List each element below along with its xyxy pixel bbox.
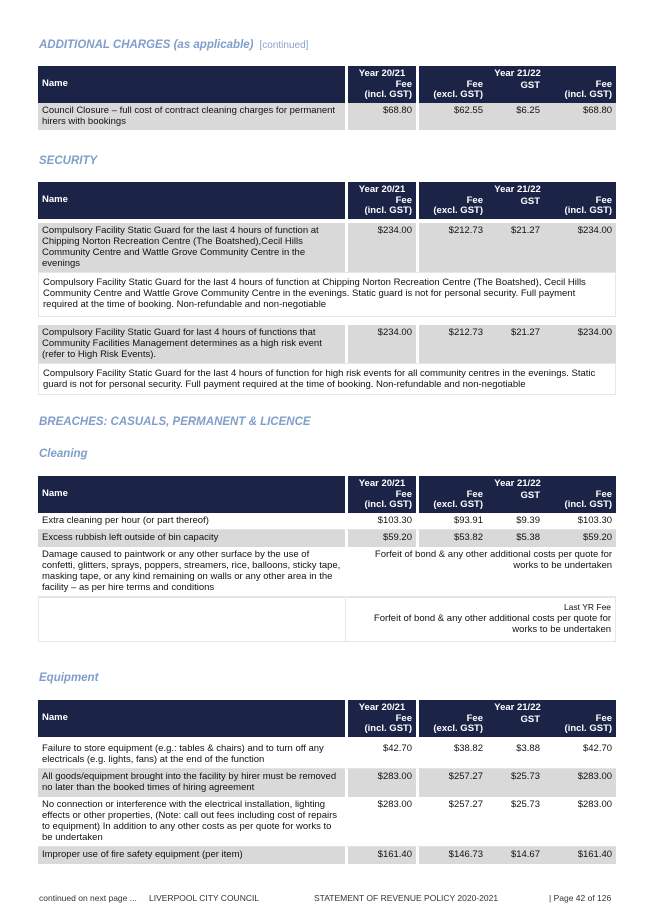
row-last-yr: [345, 597, 616, 642]
table-row: [38, 769, 616, 797]
row-excl: $212.73: [416, 325, 487, 363]
col-fee-incl: Fee (incl. GST): [544, 714, 616, 737]
col-fee-incl: Fee (incl. GST): [544, 196, 616, 219]
row-excl: $93.91: [416, 513, 487, 530]
row-note: Compulsory Facility Static Guard for the last 4 hours of function for high risk events for all community centres in the evenings. Static guard is not for personal security. Full payment required at the time of booking. Non-refundable and non-negotiable: [38, 363, 616, 395]
col-year-curr: Year 21/22: [416, 476, 616, 490]
col-prev-fee-incl: Fee (incl. GST): [345, 196, 416, 219]
row-gst: $3.88: [487, 741, 544, 769]
row-name: Excess rubbish left outside of bin capacity: [38, 530, 345, 547]
row-prev: $234.00: [345, 325, 416, 363]
col-name: Name: [38, 182, 345, 219]
equipment-table: [38, 700, 616, 864]
table-row: [38, 741, 616, 769]
row-prev: $42.70: [345, 741, 416, 769]
row-prev: $103.30: [345, 513, 416, 530]
row-gst: $5.38: [487, 530, 544, 547]
row-gst: $21.27: [487, 325, 544, 363]
row-incl: $68.80: [544, 103, 616, 130]
row-incl: $234.00: [544, 325, 616, 363]
col-fee-excl: Fee (excl. GST): [416, 714, 487, 737]
row-name: All goods/equipment brought into the facility by hirer must be removed no later than the booked times of hiring agreement: [38, 769, 345, 797]
row-incl: $234.00: [544, 223, 616, 272]
row-incl: $59.20: [544, 530, 616, 547]
row-name: Compulsory Facility Static Guard for the last 4 hours of function at Chipping Norton Recreation Centre (The Boatshed),Cecil Hills Community Centre and Wattle Grove Community Centre in the evenings: [38, 223, 345, 272]
col-prev-fee-incl: Fee (incl. GST): [345, 714, 416, 737]
col-fee-incl: Fee (incl. GST): [544, 80, 616, 103]
row-name: Failure to store equipment (e.g.: tables & chairs) and to turn off any electricals (e.g. lights, fans) at the end of the function: [38, 741, 345, 769]
row-prev: $283.00: [345, 769, 416, 797]
row-incl: $161.40: [544, 847, 616, 864]
row-fee-text: Forfeit of bond & any other additional costs per quote for works to be undertaken: [345, 547, 616, 597]
row-incl: $42.70: [544, 741, 616, 769]
row-gst: $9.39: [487, 513, 544, 530]
row-excl: $257.27: [416, 769, 487, 797]
security-table: [38, 182, 616, 395]
col-name: Name: [38, 66, 345, 103]
section-heading-security: SECURITY: [39, 155, 98, 167]
row-prev: $234.00: [345, 223, 416, 272]
row-excl: $53.82: [416, 530, 487, 547]
col-year-curr: Year 21/22: [416, 700, 616, 714]
table-row: [38, 325, 616, 363]
table-row: [38, 223, 616, 272]
footer-continued: continued on next page ...: [39, 893, 137, 903]
section-heading-breaches: BREACHES: CASUALS, PERMANENT & LICENCE: [39, 416, 311, 428]
col-year-prev: Year 20/21: [345, 700, 416, 714]
col-prev-fee-incl: Fee (incl. GST): [345, 80, 416, 103]
row-gst: $25.73: [487, 769, 544, 797]
last-yr-text: Forfeit of bond & any other additional costs per quote for works to be undertaken: [373, 612, 612, 635]
footer-statement: STATEMENT OF REVENUE POLICY 2020-2021: [314, 893, 499, 903]
col-fee-excl: Fee (excl. GST): [416, 490, 487, 513]
row-incl: $103.30: [544, 513, 616, 530]
subsection-heading-cleaning: Cleaning: [39, 448, 88, 460]
row-name: No connection or interference with the electrical installation, lighting effects or other properties, (Note: call out fees including cost of repairs to equipment) In addition to any other costs as per quote for works to be undertaken: [38, 797, 345, 847]
additional-charges-table: [38, 66, 616, 130]
table-row: [38, 797, 616, 847]
row-prev: $59.20: [345, 530, 416, 547]
col-fee-incl: Fee (incl. GST): [544, 490, 616, 513]
table-row: [38, 530, 616, 547]
last-yr-label: Last YR Fee: [563, 601, 612, 612]
col-name: Name: [38, 476, 345, 513]
col-name: Name: [38, 700, 345, 737]
col-year-curr: Year 21/22: [416, 66, 616, 80]
row-name: Damage caused to paintwork or any other surface by the use of confetti, glitters, sprays, poppers, streamers, rice, balloons, sticky tape, masking tape, or any kind remaining on walls or any other area in the facility – as per hire terms and conditions: [38, 547, 345, 597]
continued-label: [continued]: [259, 40, 309, 51]
row-name: Improper use of fire safety equipment (per item): [38, 847, 345, 864]
col-year-prev: Year 20/21: [345, 66, 416, 80]
row-excl: $212.73: [416, 223, 487, 272]
row-gst: $14.67: [487, 847, 544, 864]
col-fee-excl: Fee (excl. GST): [416, 80, 487, 103]
footer-council: LIVERPOOL CITY COUNCIL: [149, 893, 260, 903]
col-gst: GST: [487, 196, 544, 219]
col-year-prev: Year 20/21: [345, 476, 416, 490]
table-row: [38, 547, 616, 597]
row-gst: $21.27: [487, 223, 544, 272]
row-name: Council Closure – full cost of contract cleaning charges for permanent hirers with bookings: [38, 103, 345, 130]
row-name: Compulsory Facility Static Guard for last 4 hours of functions that Community Facilities Management determines as a high risk event (refer to High Risk Events).: [38, 325, 345, 363]
row-excl: $257.27: [416, 797, 487, 847]
row-incl: $283.00: [544, 769, 616, 797]
table-note-row: [38, 363, 616, 395]
cleaning-table: [38, 476, 616, 642]
row-name: Extra cleaning per hour (or part thereof): [38, 513, 345, 530]
col-prev-fee-incl: Fee (incl. GST): [345, 490, 416, 513]
footer-page-number: | Page 42 of 126: [549, 893, 612, 903]
row-gst: $6.25: [487, 103, 544, 130]
table-note-row: [38, 272, 616, 317]
row-note: Compulsory Facility Static Guard for the last 4 hours of function at Chipping Norton Recreation Centre (The Boatshed), Cecil Hills Community Centre and Wattle Grove Community Centre in the evenings. Static guard is not for personal security. Full payment required at the time of booking. Non-refundable and non-negotiable: [38, 272, 616, 317]
table-row: [38, 597, 616, 642]
row-incl: $283.00: [544, 797, 616, 847]
col-gst: GST: [487, 80, 544, 103]
row-prev: $283.00: [345, 797, 416, 847]
col-gst: GST: [487, 490, 544, 513]
section-heading-additional-charges: ADDITIONAL CHARGES (as applicable) [continued]: [39, 39, 309, 51]
row-prev: $68.80: [345, 103, 416, 130]
col-year-prev: Year 20/21: [345, 182, 416, 196]
row-prev: $161.40: [345, 847, 416, 864]
table-row: [38, 103, 616, 130]
table-row: [38, 513, 616, 530]
row-excl: $38.82: [416, 741, 487, 769]
subsection-heading-equipment: Equipment: [39, 672, 99, 684]
row-excl: $146.73: [416, 847, 487, 864]
row-excl: $62.55: [416, 103, 487, 130]
col-gst: GST: [487, 714, 544, 737]
col-fee-excl: Fee (excl. GST): [416, 196, 487, 219]
col-year-curr: Year 21/22: [416, 182, 616, 196]
table-row: [38, 847, 616, 864]
row-gst: $25.73: [487, 797, 544, 847]
